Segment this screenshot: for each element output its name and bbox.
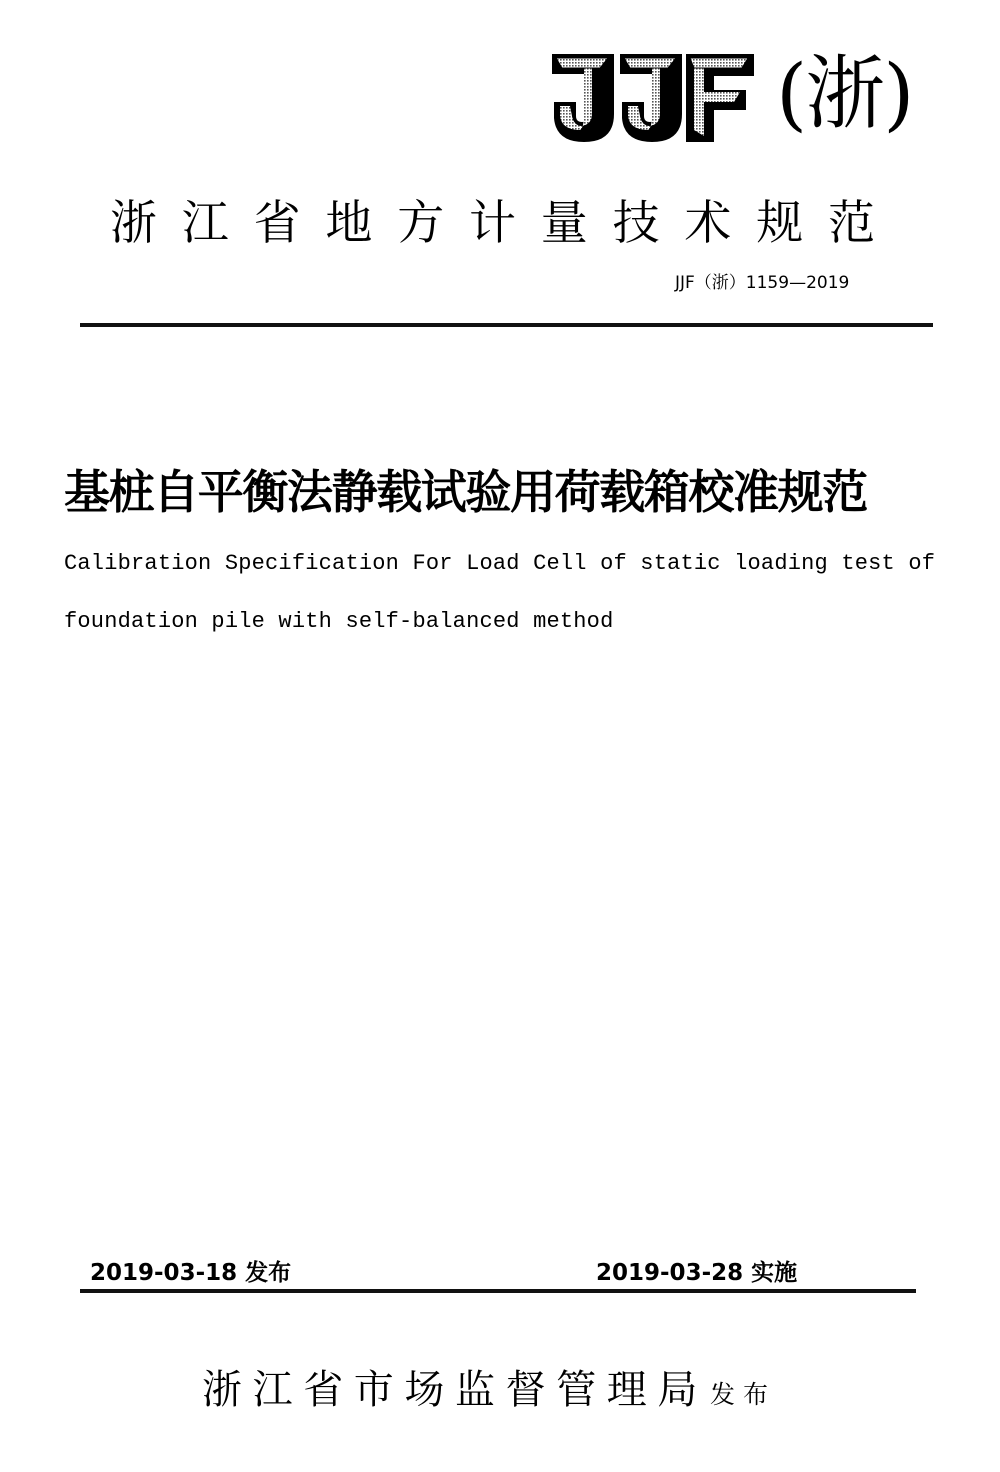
issue-date	[90, 1257, 291, 1289]
logo-province-suffix: (浙)	[776, 47, 913, 140]
jjf-logo-graphic	[548, 50, 758, 146]
publisher	[202, 1360, 776, 1425]
publisher-name: 浙江省市场监督管理局	[202, 1367, 708, 1413]
bottom-divider	[80, 1289, 916, 1293]
series-title: 浙江省地方计量技术规范	[110, 196, 900, 251]
logo-letter-j1	[552, 54, 614, 142]
document-title-en-line-2: foundation pile with self-balanced method	[64, 609, 614, 634]
issue-date-value: 2019-03-18	[90, 1260, 238, 1286]
document-number: JJF（浙）1159—2019	[675, 273, 850, 293]
jjf-logo	[548, 50, 758, 146]
document-title-zh: 基桩自平衡法静载试验用荷载箱校准规范	[64, 465, 867, 519]
top-divider	[80, 323, 933, 327]
implementation-date	[596, 1257, 797, 1289]
issue-date-label: 发布	[245, 1260, 292, 1286]
publisher-suffix: 发布	[710, 1380, 777, 1409]
logo-letter-f	[686, 54, 754, 142]
implementation-date-label: 实施	[751, 1260, 798, 1286]
logo-letter-j2	[620, 54, 682, 142]
document-title-en-line-1: Calibration Specification For Load Cell of static loading test of	[64, 551, 936, 576]
implementation-date-value: 2019-03-28	[596, 1260, 744, 1286]
